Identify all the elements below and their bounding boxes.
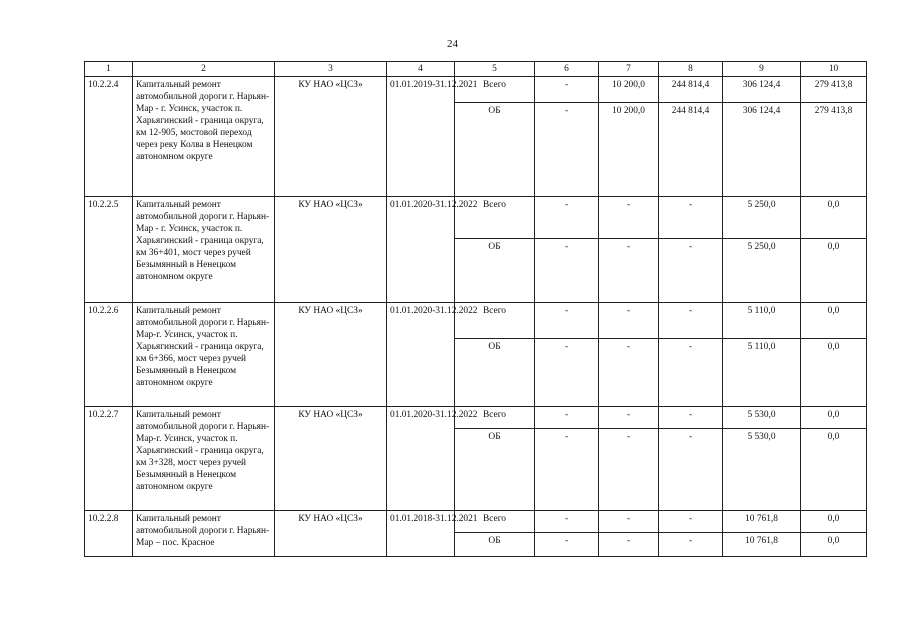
funding-label: ОБ [455,533,535,557]
row-id: 10.2.2.7 [85,407,133,511]
cell: 10 761,8 [723,533,801,557]
row-period: 01.01.2020-31.12.2022 [387,197,455,303]
cell: 5 250,0 [723,239,801,303]
cell: 244 814,4 [659,103,723,197]
funding-label: Всего [455,303,535,339]
row-period: 01.01.2020-31.12.2022 [387,407,455,511]
row-description: Капитальный ремонт автомобильной дороги г. Нарьян-Мар - г. Усинск, участок п. Харьягинский - граница округа, км 36+401, мост через ручей Безымянный в Ненецком автономном округе [133,197,275,303]
funding-label: ОБ [455,239,535,303]
cell: - [659,339,723,407]
cell: 0,0 [801,407,867,429]
cell: - [599,407,659,429]
cell: - [659,239,723,303]
column-header: 9 [723,62,801,77]
cell: 5 110,0 [723,303,801,339]
cell: - [535,533,599,557]
funding-label: Всего [455,407,535,429]
cell: - [599,533,659,557]
cell: 279 413,8 [801,103,867,197]
table-row [85,303,867,339]
cell: 10 200,0 [599,103,659,197]
cell: - [535,407,599,429]
cell: 5 110,0 [723,339,801,407]
cell: - [535,77,599,103]
row-period: 01.01.2018-31.12.2021 [387,511,455,557]
page-number: 24 [447,38,458,50]
funding-label: ОБ [455,339,535,407]
row-executor: КУ НАО «ЦСЗ» [275,77,387,197]
column-header: 8 [659,62,723,77]
cell: 0,0 [801,197,867,239]
table-row [85,197,867,239]
cell: - [535,429,599,511]
funding-label: ОБ [455,103,535,197]
row-description: Капитальный ремонт автомобильной дороги г. Нарьян-Мар-г. Усинск, участок п. Харьягинский - граница округа, км 3+328, мост через ручей Безымянный в Ненецком автономном округе [133,407,275,511]
cell: - [599,339,659,407]
column-header: 1 [85,62,133,77]
cell: - [535,239,599,303]
header-row [85,62,867,77]
cell: 306 124,4 [723,77,801,103]
row-id: 10.2.2.5 [85,197,133,303]
row-id: 10.2.2.8 [85,511,133,557]
cell: - [599,511,659,533]
row-executor: КУ НАО «ЦСЗ» [275,197,387,303]
cell: 10 200,0 [599,77,659,103]
cell: - [599,197,659,239]
row-id: 10.2.2.4 [85,77,133,197]
row-executor: КУ НАО «ЦСЗ» [275,407,387,511]
cell: 306 124,4 [723,103,801,197]
cell: - [535,197,599,239]
column-header: 4 [387,62,455,77]
column-header: 5 [455,62,535,77]
cell: - [659,533,723,557]
cell: - [599,429,659,511]
cell: - [659,429,723,511]
column-header: 10 [801,62,867,77]
table-row [85,407,867,429]
cell: - [535,303,599,339]
cell: - [659,511,723,533]
funding-label: Всего [455,511,535,533]
cell: - [535,511,599,533]
cell: 0,0 [801,239,867,303]
cell: - [659,303,723,339]
cell: 0,0 [801,533,867,557]
cell: - [659,407,723,429]
cell: - [599,239,659,303]
funding-label: Всего [455,77,535,103]
funding-label: ОБ [455,429,535,511]
cell: 5 530,0 [723,429,801,511]
row-description: Капитальный ремонт автомобильной дороги г. Нарьян-Мар-г. Усинск, участок п. Харьягинский - граница округа, км 6+366, мост через ручей Безымянный в Ненецком автономном округе [133,303,275,407]
cell: 5 250,0 [723,197,801,239]
cell: 0,0 [801,303,867,339]
cell: 244 814,4 [659,77,723,103]
cell: - [535,339,599,407]
cell: 279 413,8 [801,77,867,103]
row-executor: КУ НАО «ЦСЗ» [275,511,387,557]
column-header: 2 [133,62,275,77]
row-period: 01.01.2020-31.12.2022 [387,303,455,407]
row-id: 10.2.2.6 [85,303,133,407]
cell: 5 530,0 [723,407,801,429]
cell: - [535,103,599,197]
cell: 0,0 [801,429,867,511]
budget-table [84,61,867,557]
cell: - [659,197,723,239]
row-period: 01.01.2019-31.12.2021 [387,77,455,197]
table-row [85,511,867,533]
column-header: 3 [275,62,387,77]
table-row [85,77,867,103]
row-description: Капитальный ремонт автомобильной дороги г. Нарьян-Мар – пос. Красное [133,511,275,557]
column-header: 6 [535,62,599,77]
row-executor: КУ НАО «ЦСЗ» [275,303,387,407]
row-description: Капитальный ремонт автомобильной дороги г. Нарьян-Мар - г. Усинск, участок п. Харьягинский - граница округа, км 12-905, мостовой переход через реку Колва в Ненецком автономном округе [133,77,275,197]
cell: 10 761,8 [723,511,801,533]
cell: 0,0 [801,339,867,407]
funding-label: Всего [455,197,535,239]
cell: - [599,303,659,339]
cell: 0,0 [801,511,867,533]
column-header: 7 [599,62,659,77]
